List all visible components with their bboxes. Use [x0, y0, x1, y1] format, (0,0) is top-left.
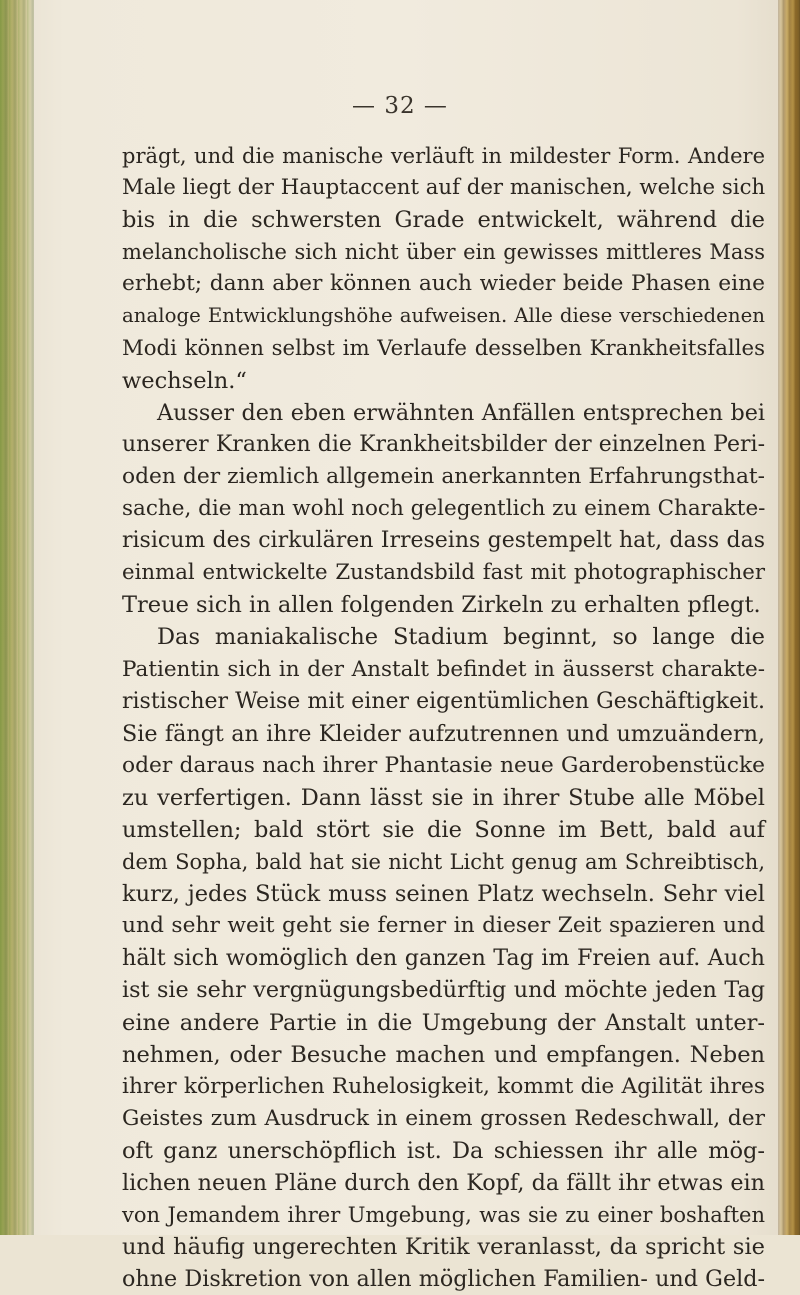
text-line: sache, die man wohl noch gelegentlich zu einem Charakte-: [122, 496, 766, 522]
text-line: ist sie sehr vergnügungsbedürftig und möchte jeden Tag: [122, 977, 765, 1004]
text-line: analoge Entwicklungshöhe aufweisen. Alle diese verschiedenen: [122, 304, 765, 328]
text-line: umstellen; bald stört sie die Sonne im Bett, bald auf: [122, 816, 765, 843]
text-line: prägt, und die manische verläuft in mildester Form. Andere: [122, 144, 765, 168]
text-line: kurz, jedes Stück muss seinen Platz wechseln. Sehr viel: [122, 881, 765, 908]
text-line: einmal entwickelte Zustandsbild fast mit photographischer: [122, 560, 765, 586]
text-line: und häufig ungerechten Kritik veranlasst, da spricht sie: [122, 1234, 765, 1261]
text-line-paragraph-start: Das maniakalische Stadium beginnt, so lange die: [157, 624, 765, 651]
text-line: ihrer körperlichen Ruhelosigkeit, kommt die Agilität ihres: [122, 1073, 765, 1099]
text-line: ristischer Weise mit einer eigentümlichen Geschäftigkeit.: [122, 688, 765, 714]
left-binding-edge: [0, 0, 34, 1235]
text-line: bis in die schwersten Grade entwickelt, während die: [122, 207, 765, 234]
text-line-paragraph-end: wechseln.“: [122, 367, 247, 394]
text-line: risicum des cirkulären Irreseins gestempelt hat, dass das: [122, 528, 765, 554]
page-number: — 32 —: [352, 93, 448, 119]
text-line: von Jemandem ihrer Umgebung, was sie zu einer boshaften: [122, 1203, 765, 1228]
text-line: Modi können selbst im Verlaufe desselben Krankheitsfalles: [122, 335, 765, 361]
text-line: Sie fängt an ihre Kleider aufzutrennen und umzuändern,: [122, 720, 765, 747]
text-line: und sehr weit geht sie ferner in dieser Zeit spazieren und: [122, 913, 765, 939]
text-line: eine andere Partie in die Umgebung der Anstalt unter-: [122, 1009, 765, 1036]
text-line: ohne Diskretion von allen möglichen Familien- und Geld-: [122, 1266, 765, 1293]
text-line: oft ganz unerschöpflich ist. Da schiessen ihr alle mög-: [122, 1137, 765, 1164]
text-line-paragraph-start: Ausser den eben erwähnten Anfällen entsprechen bei: [157, 399, 765, 426]
text-line: hält sich womöglich den ganzen Tag im Freien auf. Auch: [122, 945, 765, 972]
text-line: Male liegt der Hauptaccent auf der manischen, welche sich: [122, 175, 766, 201]
text-line: Patientin sich in der Anstalt befindet in äusserst charakte-: [122, 656, 765, 682]
text-line: unserer Kranken die Krankheitsbilder der einzelnen Peri-: [122, 431, 765, 457]
body-text: [122, 140, 765, 1295]
text-line: oden der ziemlich allgemein anerkannten Erfahrungsthat-: [122, 463, 765, 489]
text-line: lichen neuen Pläne durch den Kopf, da fällt ihr etwas ein: [122, 1170, 765, 1196]
text-line: Geistes zum Ausdruck in einem grossen Redeschwall, der: [122, 1105, 765, 1131]
text-line: dem Sopha, bald hat sie nicht Licht genug am Schreibtisch,: [122, 850, 765, 875]
text-line: oder daraus nach ihrer Phantasie neue Garderobenstücke: [122, 752, 765, 778]
text-line: melancholische sich nicht über ein gewisses mittleres Mass: [122, 240, 765, 265]
text-line-paragraph-end: Treue sich in allen folgenden Zirkeln zu erhalten pflegt.: [122, 592, 761, 619]
text-line: zu verfertigen. Dann lässt sie in ihrer Stube alle Möbel: [122, 784, 765, 811]
text-line: nehmen, oder Besuche machen und empfangen. Neben: [122, 1041, 765, 1068]
right-page-edge: [778, 0, 800, 1235]
text-line: erhebt; dann aber können auch wieder beide Phasen eine: [122, 271, 765, 297]
